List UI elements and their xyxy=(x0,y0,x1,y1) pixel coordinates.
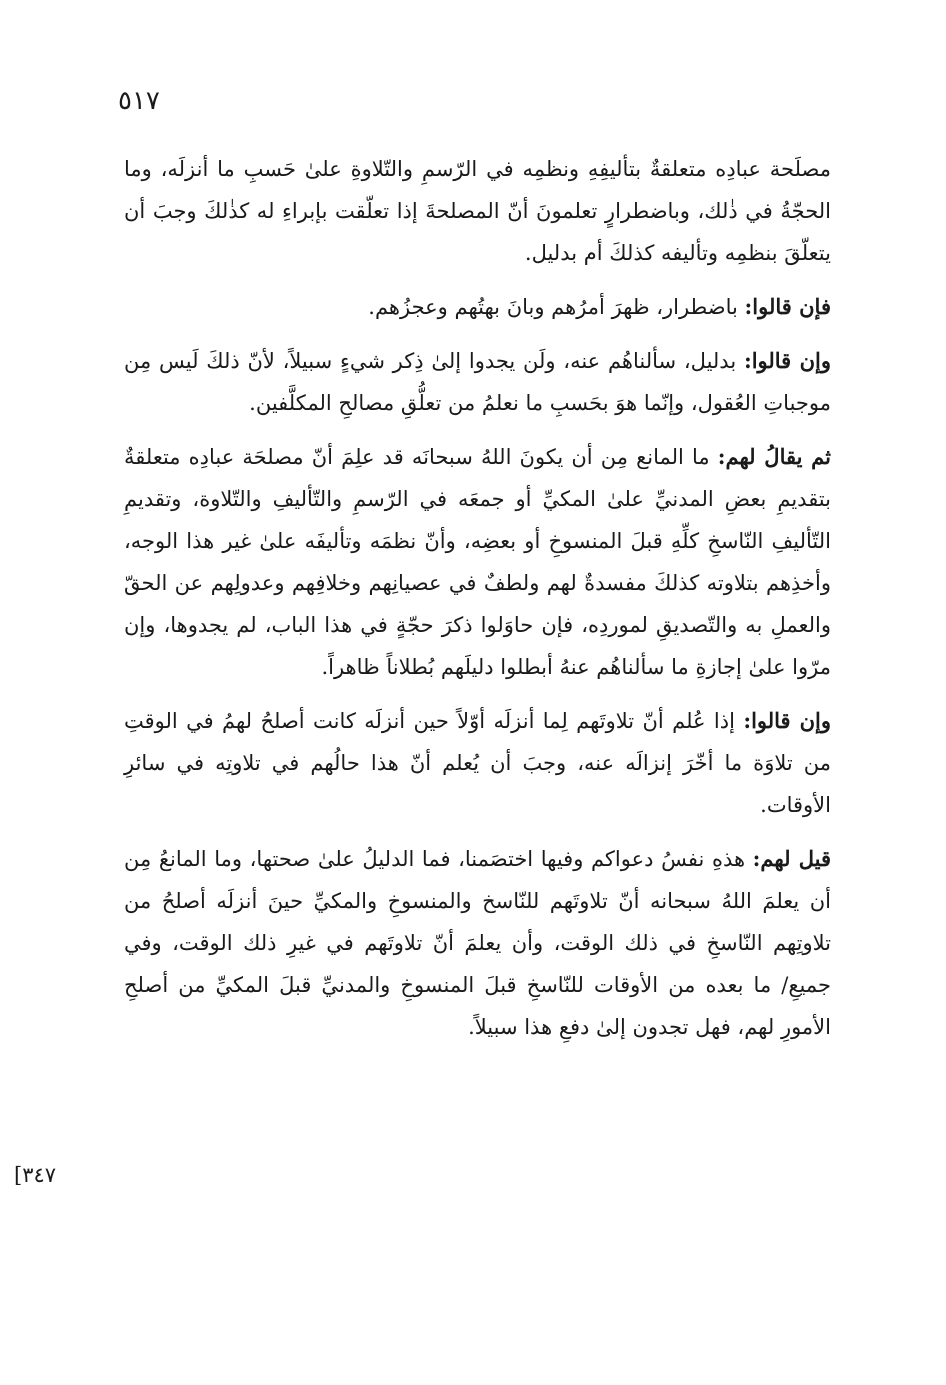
paragraph-4 xyxy=(124,436,831,688)
paragraph-3-text: بدليل، سألناهُم عنه، ولَن يجدوا إلىٰ ذِكر شيءٍ سبيلاً، لأنّ ذلكَ لَيس مِن موجباتِ العُقول، وإنّما هوَ بحَسبِ ما نعلمُ من تعلُّقِ مصالحِ المكلَّفين. xyxy=(124,349,831,415)
body-text xyxy=(124,148,831,1060)
page-number: ٥١٧ xyxy=(118,86,160,116)
paragraph-5-lead: وإن قالوا: xyxy=(743,708,831,733)
paragraph-4-text: ما المانع مِن أن يكونَ اللهُ سبحانَه قد علِمَ أنّ مصلحَة عبادِه متعلقةٌ بتقديمِ بعضِ المدنيِّ علىٰ المكيِّ أو جمعَه في الرّسمِ والتّأليفِ والتّلاوة، وتقديمِ التّأليفِ النّاسخِ كلِّهِ قبلَ المنسوخِ أو بعضِه، وأنّ نظمَه وتأليفَه علىٰ غير هذا الوجه، وأخذِهم بتلاوته كذلكَ مفسدةٌ لهم ولطفٌ في عصيانِهم وخلافِهم وعدولِهم عن الحقّ والعملِ به والتّصديقِ لموردِه، فإن حاوَلوا ذكرَ حجّةٍ في هذا الباب، لم يجدوها، وإن مرّوا علىٰ إجازةِ ما سألناهُم عنهُ أبطلوا دليلَهم بُطلاناً ظاهراً. xyxy=(124,445,831,679)
paragraph-6-text: هذهِ نفسُ دعواكم وفيها اختصَمنا، فما الدليلُ علىٰ صحتها، وما المانعُ مِن أن يعلمَ اللهُ سبحانه أنّ تلاوتَهم للنّاسخ والمنسوخِ والمكيِّ حينَ أنزلَه أصلحُ من تلاوتِهم النّاسخِ في ذلك الوقت، وأن يعلمَ أنّ تلاوتَهم في غيرِ ذلك الوقت، وفي جميعِ/ ما بعده من الأوقات للنّاسخِ قبلَ المنسوخِ والمدنيِّ قبلَ المكيِّ من أصلحِ الأمورِ لهم، فهل تجدون إلىٰ دفعِ هذا سبيلاً. xyxy=(124,847,831,1039)
paragraph-1 xyxy=(124,148,831,274)
margin-page-reference: [٣٤٧ xyxy=(14,1163,57,1187)
paragraph-4-lead: ثم يقالُ لهم: xyxy=(717,444,832,469)
paragraph-3-lead: وإن قالوا: xyxy=(743,348,831,373)
paragraph-2-text: باضطرار، ظهرَ أمرُهم وبانَ بهتُهم وعجزُهم. xyxy=(368,295,745,319)
paragraph-2 xyxy=(124,286,831,328)
paragraph-3 xyxy=(124,340,831,424)
paragraph-6 xyxy=(124,838,831,1048)
paragraph-2-lead: فإن قالوا: xyxy=(744,294,831,319)
paragraph-5 xyxy=(124,700,831,826)
paragraph-5-text: إذا عُلم أنّ تلاوتَهم لِما أنزلَه أوّلاً حين أنزلَه كانت أصلحُ لهمُ في الوقتِ من تلاوَة ما أخّرَ إنزالَه عنه، وجبَ أن يُعلم أنّ هذا حالُهم في تلاوتِه في سائرِ الأوقات. xyxy=(124,709,831,817)
paragraph-1-text: مصلَحة عبادِه متعلقةٌ بتأليفِهِ ونظمِه في الرّسمِ والتّلاوةِ علىٰ حَسبِ ما أنزلَه، وما الحجّةُ في ذٰلك، وباضطرارٍ تعلمونَ أنّ المصلحةَ إذا تعلّقت بإبراءِ له كذٰلكَ وجبَ أن يتعلّقَ بنظمِه وتأليفه كذلكَ أم بدليل. xyxy=(124,157,831,265)
paragraph-6-lead: قيل لهم: xyxy=(752,846,831,871)
